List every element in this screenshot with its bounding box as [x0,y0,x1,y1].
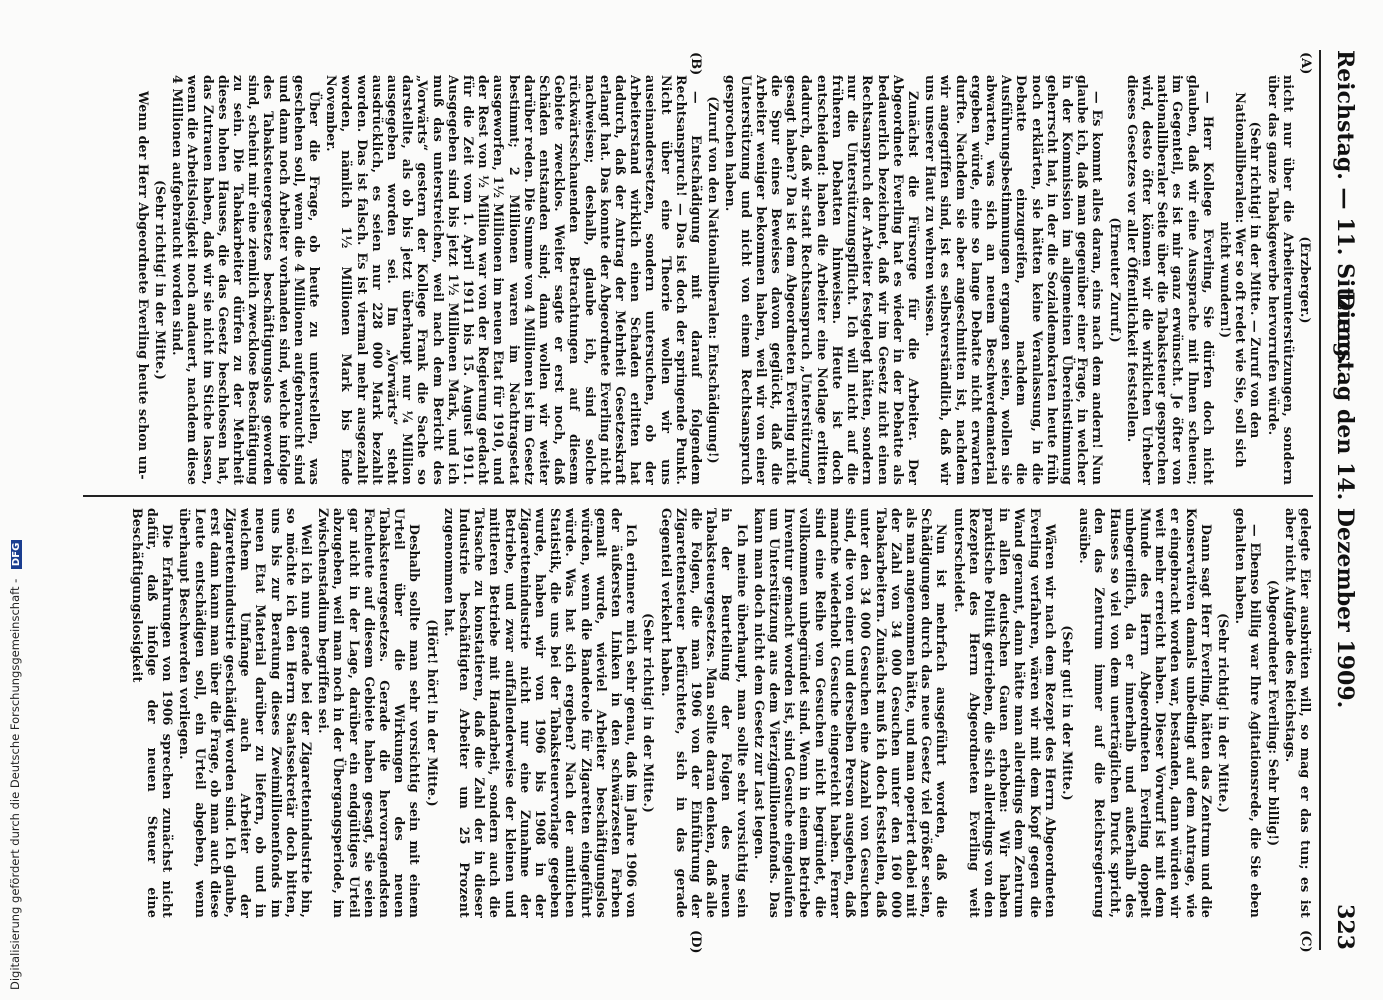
interjection: (Hört! hört! in der Mitte.) [424,619,440,807]
dfg-logo: DFG [11,540,22,569]
page-number: 323 [1332,904,1358,950]
paragraph: Über die Frage, ob heute zu unterstellen, was geschehen soll, wenn die 4 Millionen aufgebraucht sind und dann noch Arbeiter vorhanden sind, welche infolge des Tabaksteuergesetzes beschäftigungslos geworden sind, scheint mir eine ziemlich zwecklose Beschäftigung zu sein. Die Tabakarbeiter dürfen zu der Mehrheit dieses hohen Hauses, die das Gesetz beschlossen hat, das Zutrauen haben, daß wir sie nicht im Stiche lassen, wenn die Arbeitslosigkeit noch andauert, nachdem diese 4 Millionen aufgebraucht worden sind. [170,75,322,485]
digitization-note-text: Digitalisierung gefördert durch die Deutsche Forschungsgemeinschaft - [8,578,22,990]
digitization-note [8,0,24,990]
interjection: (Abgeordneter Everling: Sehr billig!) [1265,579,1281,847]
interjection: (Erzberger.) [1298,236,1313,324]
page-header [1325,50,1365,950]
column-divider [83,495,1313,497]
margin-letter-a: (A) [1298,52,1313,75]
paragraph: Ich erinnere mich sehr genau, daß im Jahre 1906 von der äußersten Linken in den schwärzesten Farben gemalt wurde, wieviel Arbeiter beschäftigungslos würden, wenn die Banderole für Zigaretten eingeführt würde. Was hat sich ergeben? Nach der amtlichen Statistik, die uns bei der Tabaksteuervorlage gegeben wurde, haben wir von 1906 bis 1908 in der Zigarettenindustrie nicht nur eine Zunahme der Betriebe, und zwar auffallenderweise der kleinen und mittleren Betriebe mit Handarbeit, sondern auch die Tatsache zu konstatieren, daß die Zahl der in dieser Industrie beschäftigten Arbeiter um 25 Prozent zugenommen hat. [441,508,640,918]
interjection: (Sehr gut! in der Mitte.) [1059,625,1075,801]
interjection: (Erneuter Zuruf.) [1107,217,1123,343]
paragraph: Ich meine überhaupt, man sollte sehr vorsichtig sein in der Beurteilung der Folgen des neuen Tabaksteuergesetzes. Man sollte daran denken, daß alle die Folgen, die man 1906 von der Einführung der Zigarettensteuer befürchtete, sich in das gerade Gegenteil verkehrt haben. [658,508,750,918]
paragraph: Dann sagt Herr Everling, hätten das Zentrum und die Konservativen damals unbedingt auf dem Antrage, wie er eingebracht worden war, bestanden, dann würden wir weit mehr erreicht haben. Dieser Vorwurf ist mit dem Munde des Herrn Abgeordneten Everling doppelt unbegreiflich, da er innerhalb und außerhalb des Hauses so viel von dem unerträglichen Druck spricht, den das Zentrum immer auf die Reichsregierung ausübe. [1077,508,1214,918]
paragraph: Weil ich nun gerade bei der Zigarettenindustrie bin, so möchte ich den Herrn Staatssekretär doch bitten, uns bis zur Beratung dieses Zweimillionenfonds im neuen Etat Material darüber zu liefern, ob und in welchem Umfange auch Arbeiter der Zigarettenindustrie geschädigt worden sind. Ich glaube, erst dann kann man über die Frage, ob man auch diese Leute entschädigen soll, ein Urteil abgeben, wenn überhaupt Beschwerden vorliegen. [177,508,314,918]
paragraph: — Es kommt alles daran, eins nach dem andern! Nun glaube ich, daß man gegenüber einer Frage, in welcher in der Kommission im allgemeinen Übereinstimmung geherrscht hat, in der die Sozialdemokraten heute früh noch erklärten, sie hätten keine Veranlassung, in die Debatte einzugreifen, nachdem die Ausführungsbestimmungen ergangen seien, wollen sie abwarten, was sich an neuem Beschwerdematerial ergeben würde, eine so lange Debatte nicht erwarten durfte. Nachdem sie aber angeschnitten ist, nachdem wir angegriffen sind, ist es selbstverständlich, daß wir uns unserer Haut zu wehren wissen. [923,75,1106,485]
left-column [83,75,1313,485]
paragraph: nicht nur über die Arbeiterunterstützungen, sondern über das ganze Tabakgewerbe hervorrufen würde. [1265,75,1296,485]
header-date: Dienstag den 14. Dezember 1909. [1332,291,1358,709]
interjection: (Sehr richtig! in der Mitte.) [1215,612,1231,814]
paragraph: Wären wir nach dem Rezept des Herrn Abgeordneten Everling verfahren, wären wir mit dem Kopf gegen die Wand gerannt, dann hätte man allerdings dem Zentrum in allen deutschen Gauen erhoben: Wir haben praktische Politik getrieben, die sich allerdings von den Rezepten des Herrn Abgeordneten Everling weit unterscheidet. [951,508,1058,918]
interjection: (Sehr richtig! in der Mitte. — Zuruf von den Nationalliberalen: Wer so oft redet wie Sie, soll sich nicht wundern!) [1217,92,1264,468]
paragraph: Zunächst die Fürsorge für die Arbeiter. Der Abgeordnete Everling hat es wieder in der Debatte als bedauerlich bezeichnet, daß wir im Gesetz nicht einen Rechtsanspruch der Arbeiter festgelegt hätten, sondern nur die Unterstützungspflicht. Ich will nicht auf die früheren Debatten hinweisen. Heute ist doch entscheidend: haben die Arbeiter eine Notlage erlitten dadurch, daß wir statt Rechtsanspruch „Unterstützung“ gesagt haben? Da ist dem Abgeordneten Everling nicht die Spur eines Beweises davon geglückt, daß die Arbeiter weniger bekommen haben, weil wir von einer Unterstützung und nicht von einem Rechtsanspruch gesprochen haben. [723,75,921,485]
paragraph: — Entschädigung mit darauf folgendem Rechtsanspruch! — Das ist doch der springende Punkt. Nicht über eine Theorie wollen wir uns auseinandersetzen, sondern untersuchen, ob der Arbeiterstand wirklich einen Schaden erlitten hat dadurch, daß der Antrag der Mehrheit Gesetzeskraft erlangt hat. Das konnte der Abgeordnete Everling nicht nachweisen; deshalb, glaube ich, sind solche rückwärtsschauenden Betrachtungen auf diesem Gebiete zwecklos. Weiter sagte er erst noch, daß Schäden entstanden sind; dann wollen wir weiter darüber reden. Die Summe von 4 Millionen ist im Gesetz bestimmt; 2 Millionen waren im Nachtragsetat ausgeworfen, 1½ Millionen im neuen Etat für 1910, und der Rest von ½ Million war von der Regierung gedacht für die Zeit vom 1. April 1911 bis 15. August 1911. Ausgegeben sind bis jetzt 1½ Millionen Mark, und ich muß das unterstreichen, weil nach dem Bericht des „Vorwärts“ gestern der Kollege Frank die Sache so darstellte, als ob bis jetzt überhaupt nur ¼ Million ausgegeben worden sei. Im „Vorwärts“ steht ausdrücklich, es seien nur 228 000 Mark bezahlt worden. Das ist falsch. Es ist viermal mehr ausgezahlt worden, nämlich 1½ Millionen Mark bis Ende November. [324,75,705,485]
header-session: Reichstag. — 11. Sitzung. [1332,50,1358,366]
margin-letter-c: (C) [1298,930,1313,953]
interjection: (Zuruf von den Nationalliberalen: Entschädigung!) [706,96,722,464]
paragraph: Die Erfahrungen von 1906 sprechen zunächst nicht dafür, daß infolge der neuen Steuer eine Beschäftigungslosigkeit [129,508,176,918]
interjection: (Sehr richtig! in der Mitte.) [641,612,657,814]
paragraph: Wenn der Herr Abgeordnete Everling heute schon un- [135,91,151,480]
interjection: (Sehr richtig! in der Mitte.) [152,179,168,381]
margin-letter-b: (B) [688,52,703,76]
paragraph: — Ebenso billig war Ihre Agitationsrede, die Sie eben gehalten haben. [1233,508,1264,918]
paragraph: Deshalb sollte man sehr vorsichtig sein mit einem Urteil über die Wirkungen des neuen Tabaksteuergesetzes. Gerade die hervorragendsten Fachleute auf diesem Gebiete haben gesagt, sie seien gar nicht in der Lage, darüber ein endgültiges Urteil abzugeben, weil man noch in der Übergangsperiode, im Zwischenstadium begriffen sei. [316,508,423,918]
margin-letter-d: (D) [688,930,703,954]
header-rule [1319,50,1321,950]
paragraph: gelegte Eier ausbrüten will, so mag er das tun; es ist aber nicht Aufgabe des Reichstags. [1282,508,1313,918]
paragraph: Nun ist mehrfach ausgeführt worden, daß die Schädigungen durch das neue Gesetz viel größer seien, als man angenommen hätte, und man operiert dabei mit der Zahl von 34 000 Gesuchen unter den 160 000 Tabakarbeitern. Zunächst muß ich doch feststellen, daß unter den 34 000 Gesuchen eine Anzahl von Gesuchen sind, die von einer und derselben Person ausgehen, daß manche wiederholt Gesuche eingereicht haben. Ferner sind eine Reihe von Gesuchen nicht begründet, die vollkommen unbegründet sind. Wenn in einem Betriebe Inventur gemacht worden ist, sind Gesuche eingelaufen um Unterstützung aus dem Vierzigmillionenfonds. Das kann man doch nicht dem Gesetz zur Last legen. [751,508,950,918]
paragraph: — Herr Kollege Everling, Sie dürfen doch nicht glauben, daß wir eine Aussprache mit Ihnen scheuen; im Gegenteil, es ist mir ganz erwünscht. Je öfter von nationalliberaler Seite über die Tabaksteuer gesprochen wird, desto öfter können wir die wirklichen Urheber dieses Gesetzes vor aller Öffentlichkeit feststellen. [1124,75,1216,485]
right-column [83,508,1313,918]
